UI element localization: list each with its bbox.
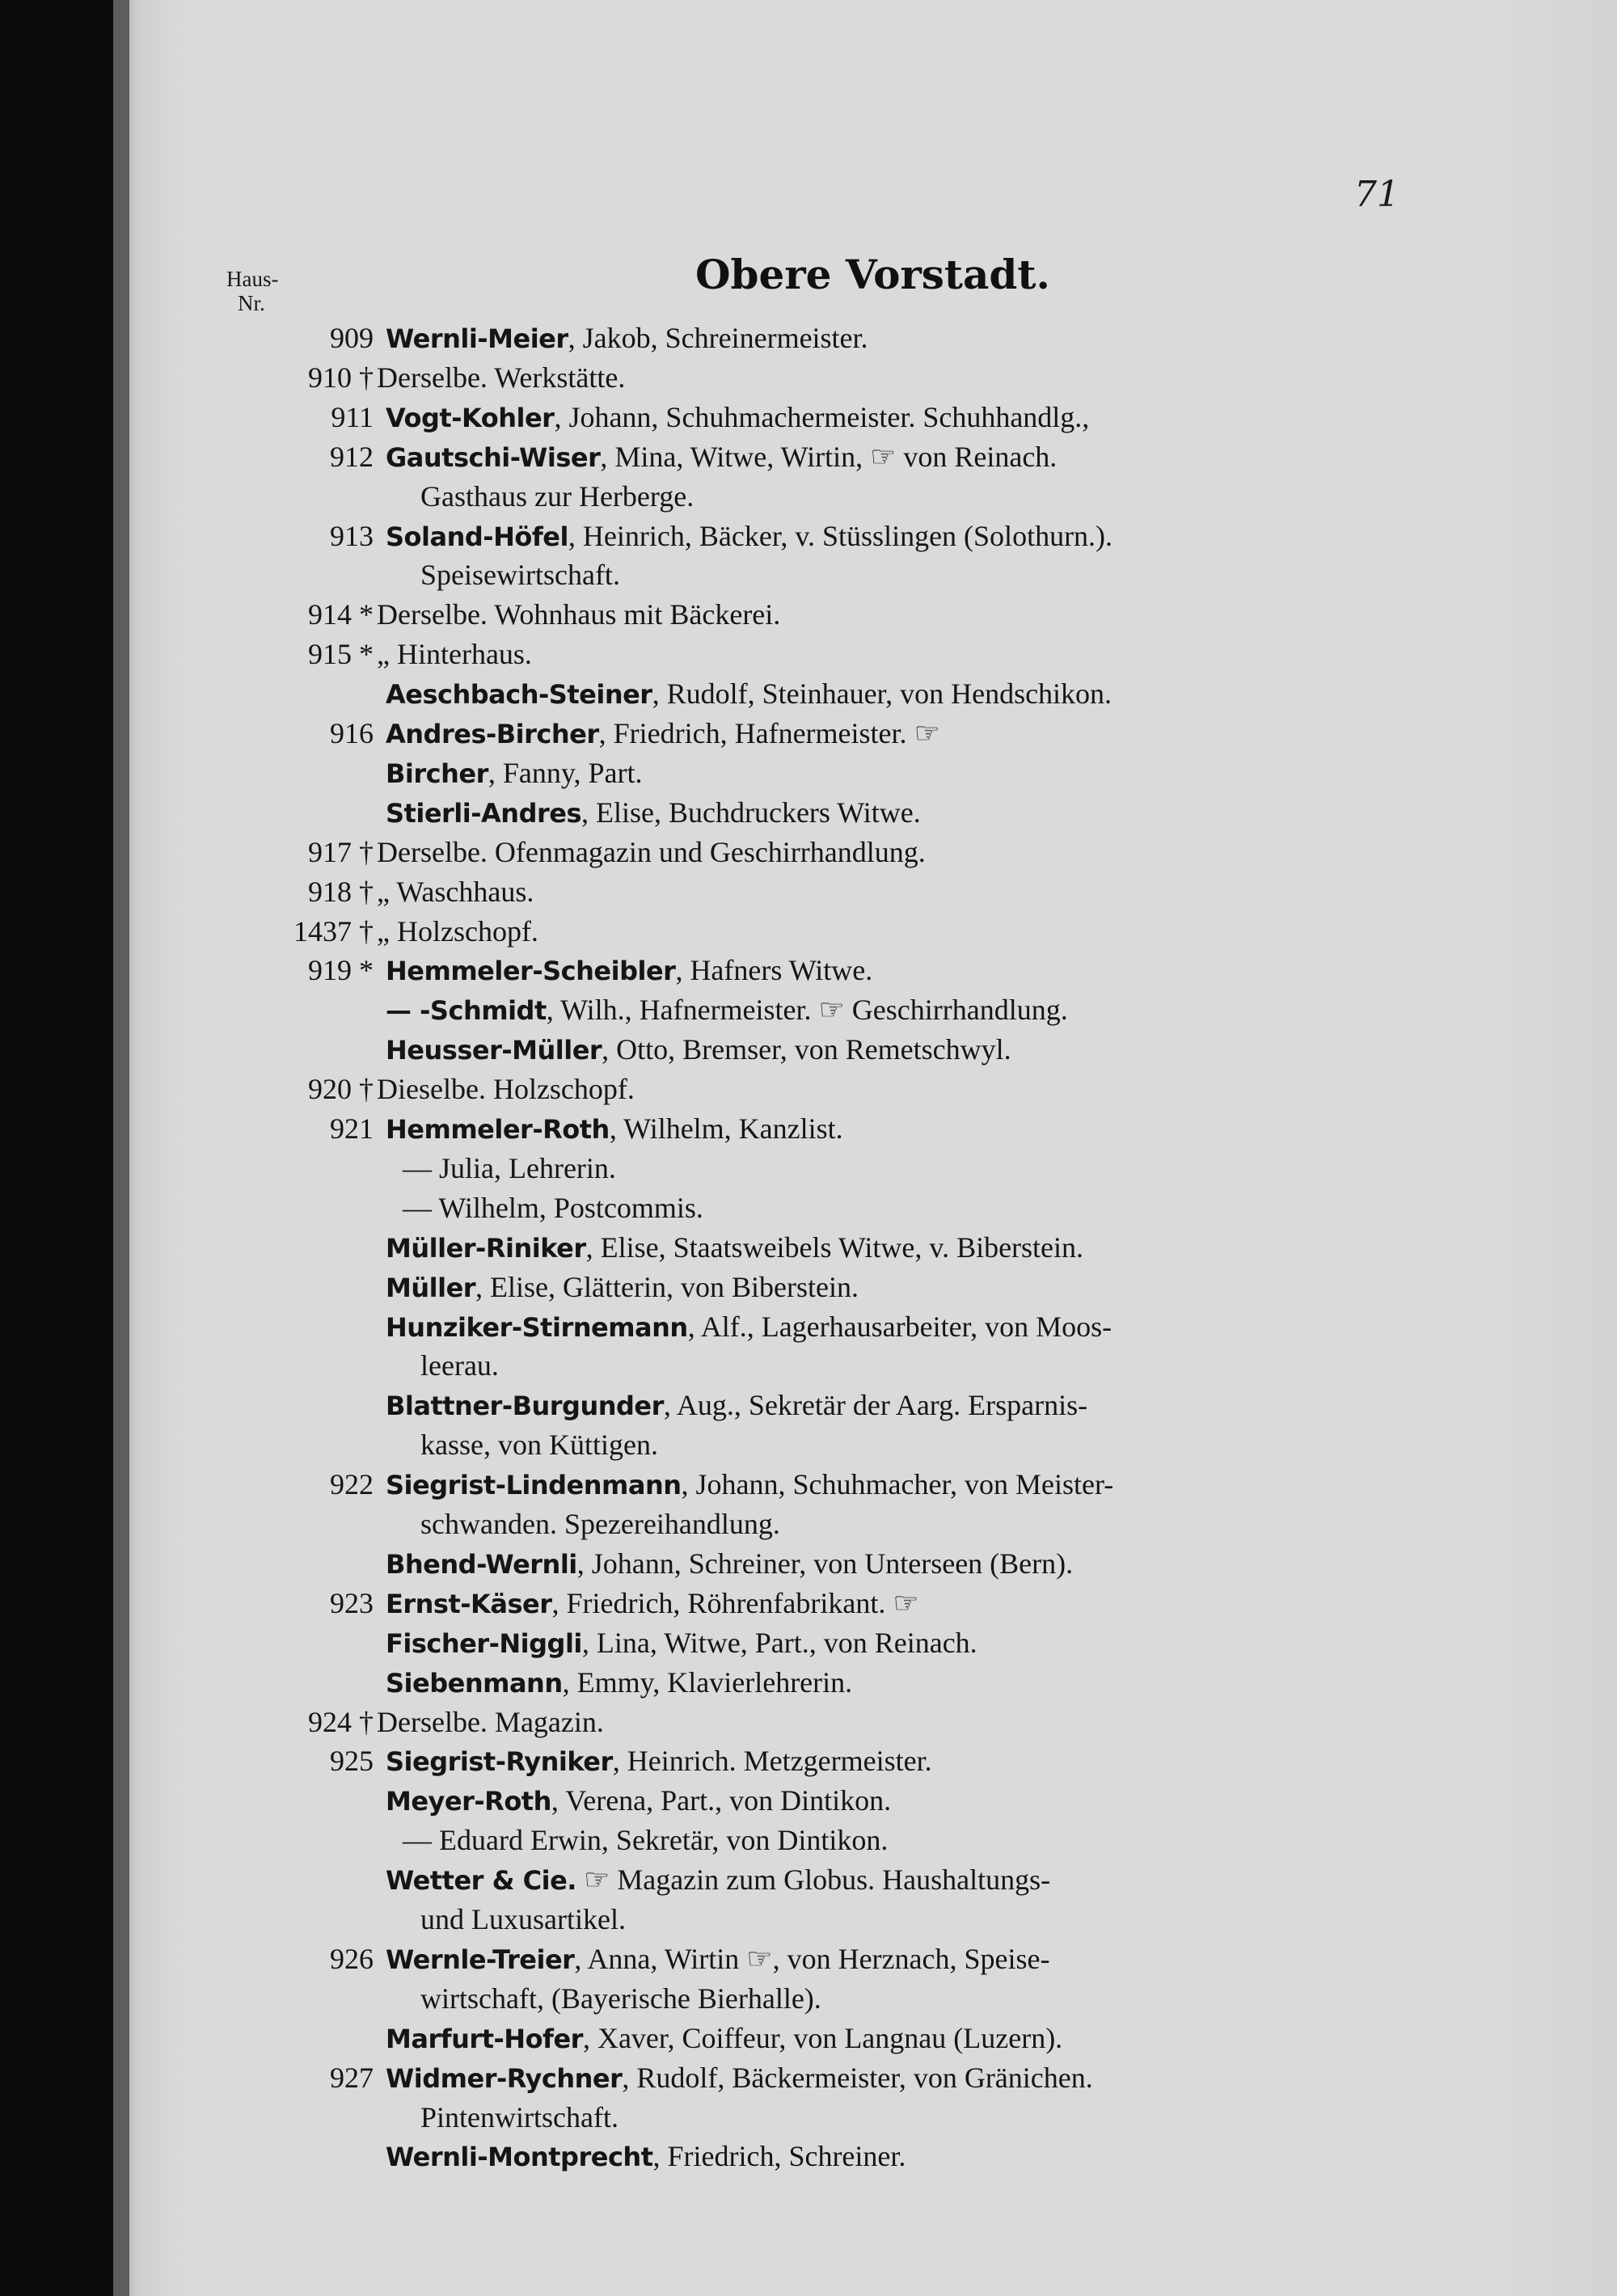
house-number: 917 † — [308, 835, 374, 868]
entry-text — [386, 1740, 932, 1783]
entry-detail: , Anna, Wirtin ☞, von Herznach, Speise- — [574, 1942, 1050, 1975]
haus-label: Haus- — [226, 267, 279, 291]
entry-detail: Speisewirtschaft. — [420, 559, 620, 592]
entry-detail: schwanden. Spezereihandlung. — [420, 1508, 780, 1540]
resident-name: Siebenmann — [386, 1667, 563, 1699]
entry-text — [403, 1819, 888, 1861]
entry-text — [420, 1424, 658, 1466]
directory-entry — [113, 1977, 1617, 2020]
entry-detail: , Aug., Sekretär der Aarg. Ersparnis- — [663, 1389, 1088, 1422]
entry-text — [377, 1701, 604, 1743]
resident-name: Andres-Bircher — [386, 719, 599, 749]
directory-entry — [113, 1938, 1617, 1980]
directory-entry — [113, 1068, 1617, 1110]
resident-name: Marfurt-Hofer — [386, 2023, 583, 2054]
directory-entry — [113, 1701, 1617, 1743]
entry-detail: , Mina, Witwe, Wirtin, ☞ von Reinach. — [600, 440, 1058, 473]
entry-text — [420, 2096, 619, 2138]
entry-text — [386, 1779, 891, 1822]
directory-entry — [113, 1622, 1617, 1664]
entry-text — [386, 1463, 1113, 1506]
entry-text — [420, 1344, 499, 1386]
directory-entry — [113, 1344, 1617, 1386]
resident-name: Blattner-Burgunder — [386, 1391, 664, 1422]
house-number: 916 — [330, 717, 374, 749]
directory-entry — [113, 1266, 1617, 1308]
resident-name: Siegrist-Lindenmann — [386, 1470, 682, 1501]
entry-text — [377, 593, 780, 635]
entry-detail: , Rudolf, Bäckermeister, von Gränichen. — [622, 2061, 1093, 2094]
directory-entry — [113, 1028, 1617, 1070]
entry-detail: , Otto, Bremser, von Remetschwyl. — [602, 1033, 1011, 1066]
directory-entry — [113, 1226, 1617, 1268]
entry-detail: , Wilh., Hafnermeister. ☞ Geschirrhandlung. — [546, 994, 1068, 1027]
entry-text — [377, 831, 926, 873]
entry-detail: Derselbe. Wohnhaus mit Bäckerei. — [377, 598, 781, 631]
directory-list — [113, 0, 1617, 2296]
entry-text — [386, 1028, 1011, 1071]
entry-text — [386, 1108, 843, 1150]
directory-entry — [113, 1187, 1617, 1229]
resident-name: Müller-Riniker — [386, 1232, 586, 1264]
directory-entry — [113, 2096, 1617, 2138]
entry-detail: , Xaver, Coiffeur, von Langnau (Luzern). — [582, 2021, 1063, 2054]
resident-name: Stierli-Andres — [386, 797, 581, 829]
resident-name: Müller — [386, 1272, 476, 1303]
entry-detail: , Friedrich, Hafnermeister. ☞ — [598, 717, 940, 749]
entry-text — [386, 1306, 1112, 1348]
entry-text — [377, 871, 534, 913]
entry-text — [386, 1266, 859, 1309]
entry-text — [377, 357, 625, 399]
directory-entry — [113, 712, 1617, 754]
resident-name: Hemmeler-Scheibler — [386, 956, 676, 987]
resident-name: Wernle-Treier — [386, 1944, 575, 1975]
entry-text — [420, 1898, 626, 1940]
directory-entry — [113, 1306, 1617, 1348]
directory-entry — [113, 1424, 1617, 1466]
entry-detail: — Wilhelm, Postcommis. — [403, 1191, 703, 1224]
entry-detail: ☞ Magazin zum Globus. Haushaltungs- — [576, 1863, 1051, 1897]
entry-text — [386, 2135, 906, 2178]
nr-label: Nr. — [238, 291, 265, 315]
directory-entry — [113, 1740, 1617, 1782]
entry-detail: , Johann, Schuhmachermeister. Schuhhandlg., — [554, 400, 1090, 433]
entry-detail: kasse, von Küttigen. — [420, 1429, 658, 1462]
entry-text — [386, 949, 872, 992]
entry-text — [377, 910, 538, 952]
house-number: 927 — [330, 2061, 374, 2094]
entry-text — [386, 2017, 1062, 2060]
directory-entry — [113, 2135, 1617, 2177]
resident-name: — -Schmidt — [386, 995, 547, 1027]
directory-entry — [113, 1463, 1617, 1505]
directory-entry — [113, 515, 1617, 557]
resident-name: Widmer-Rychner — [386, 2062, 623, 2094]
entry-detail: , Verena, Part., von Dintikon. — [551, 1784, 892, 1817]
entry-detail: , Friedrich, Schreiner. — [652, 2140, 906, 2173]
resident-name: Bircher — [386, 758, 488, 789]
book-page — [113, 0, 1617, 2296]
resident-name: Aeschbach-Steiner — [386, 679, 652, 711]
directory-entry — [113, 396, 1617, 438]
house-number: 920 † — [308, 1073, 374, 1106]
entry-detail: , Johann, Schuhmacher, von Meister- — [681, 1468, 1114, 1501]
entry-text — [386, 317, 868, 360]
entry-detail: , Fanny, Part. — [488, 756, 643, 789]
entry-text — [386, 1938, 1049, 1981]
entry-detail: , Elise, Staatsweibels Witwe, v. Biberstein. — [585, 1230, 1084, 1264]
house-number: 909 — [330, 322, 374, 354]
entry-text — [420, 1977, 821, 2020]
directory-entry — [113, 1147, 1617, 1189]
entry-text — [420, 475, 694, 517]
entry-detail: , Heinrich, Bäcker, v. Stüsslingen (Solothurn.). — [568, 519, 1113, 552]
entry-detail: Derselbe. Magazin. — [377, 1705, 604, 1738]
directory-entry — [113, 2017, 1617, 2059]
entry-detail: und Luxusartikel. — [420, 1903, 626, 1935]
resident-name: Heusser-Müller — [386, 1035, 602, 1066]
entry-text — [386, 1543, 1073, 1585]
house-number: 925 — [330, 1745, 374, 1778]
directory-entry — [113, 949, 1617, 991]
directory-entry — [113, 1582, 1617, 1624]
directory-entry — [113, 989, 1617, 1031]
resident-name: Bhend-Wernli — [386, 1548, 577, 1580]
directory-entry — [113, 831, 1617, 873]
resident-name: Fischer-Niggli — [386, 1627, 582, 1659]
entry-detail: — Julia, Lehrerin. — [403, 1151, 616, 1184]
page-number: 71 — [1354, 174, 1400, 215]
entry-detail: , Friedrich, Röhrenfabrikant. ☞ — [551, 1586, 919, 1619]
entry-text — [386, 1384, 1087, 1427]
resident-name: Vogt-Kohler — [386, 402, 555, 433]
directory-entry — [113, 791, 1617, 834]
directory-entry — [113, 1384, 1617, 1426]
house-number: 919 * — [308, 954, 374, 987]
entry-text — [386, 1859, 1050, 1901]
entry-detail: „ Waschhaus. — [377, 875, 534, 908]
directory-entry — [113, 1898, 1617, 1940]
directory-entry — [113, 554, 1617, 596]
entry-text — [386, 752, 643, 795]
entry-text — [386, 2057, 1093, 2100]
entry-text — [403, 1147, 616, 1189]
entry-detail: Pintenwirtschaft. — [420, 2100, 619, 2134]
house-number: 912 — [330, 440, 374, 473]
directory-entry — [113, 910, 1617, 952]
house-number: 923 — [330, 1586, 374, 1619]
entry-text — [386, 515, 1112, 558]
house-number: 921 — [330, 1112, 374, 1145]
entry-detail: „ Hinterhaus. — [377, 638, 532, 671]
house-number: 918 † — [308, 875, 374, 908]
house-number: 911 — [331, 400, 374, 433]
directory-entry — [113, 673, 1617, 715]
entry-text — [386, 1661, 852, 1704]
entry-detail: „ Holzschopf. — [377, 914, 538, 948]
directory-entry — [113, 1779, 1617, 1821]
directory-entry — [113, 357, 1617, 399]
entry-detail: Derselbe. Ofenmagazin und Geschirrhandlung. — [377, 835, 926, 868]
directory-entry — [113, 1503, 1617, 1545]
entry-text — [386, 712, 940, 755]
entry-detail: , Emmy, Klavierlehrerin. — [562, 1665, 853, 1699]
entry-detail: , Lina, Witwe, Part., von Reinach. — [581, 1626, 977, 1659]
entry-detail: Dieselbe. Holzschopf. — [377, 1073, 635, 1106]
resident-name: Wetter & Cie. — [386, 1865, 576, 1897]
directory-entry — [113, 633, 1617, 675]
entry-text — [420, 1503, 780, 1545]
entry-detail: , Elise, Glätterin, von Biberstein. — [475, 1270, 859, 1303]
house-number: 914 * — [308, 598, 374, 631]
entry-text — [377, 633, 532, 675]
resident-name: Soland-Höfel — [386, 521, 568, 552]
directory-entry — [113, 436, 1617, 478]
entry-text — [386, 1582, 919, 1625]
directory-entry — [113, 1859, 1617, 1901]
entry-detail: Derselbe. Werkstätte. — [377, 361, 626, 394]
resident-name: Hunziker-Stirnemann — [386, 1311, 688, 1343]
entry-detail: wirtschaft, (Bayerische Bierhalle). — [420, 1982, 821, 2015]
directory-entry — [113, 1108, 1617, 1150]
page-title: Obere Vorstadt. — [695, 251, 1050, 298]
entry-detail: , Johann, Schreiner, von Unterseen (Bern). — [576, 1547, 1074, 1580]
entry-text — [420, 554, 620, 596]
directory-entry — [113, 317, 1617, 359]
entry-detail: Gasthaus zur Herberge. — [420, 479, 695, 513]
resident-name: Meyer-Roth — [386, 1786, 551, 1817]
resident-name: Wernli-Meier — [386, 323, 568, 354]
entry-detail: , Heinrich. Metzgermeister. — [612, 1745, 932, 1778]
entry-detail: , Elise, Buchdruckers Witwe. — [581, 796, 921, 829]
directory-entry — [113, 2057, 1617, 2099]
entry-detail: , Wilhelm, Kanzlist. — [609, 1112, 843, 1145]
resident-name: Gautschi-Wiser — [386, 441, 601, 473]
entry-text — [386, 673, 1112, 715]
entry-text — [403, 1187, 703, 1229]
house-number: 915 * — [308, 638, 374, 671]
entry-text — [386, 1226, 1083, 1269]
house-number: 1437 † — [293, 914, 374, 948]
directory-entry — [113, 593, 1617, 635]
entry-text — [386, 436, 1057, 479]
entry-detail: leerau. — [420, 1349, 499, 1382]
resident-name: Ernst-Käser — [386, 1588, 552, 1619]
directory-entry — [113, 1819, 1617, 1861]
house-number: 924 † — [308, 1705, 374, 1738]
entry-detail: , Jakob, Schreinermeister. — [568, 322, 868, 354]
directory-entry — [113, 871, 1617, 913]
entry-text — [386, 396, 1089, 439]
entry-detail: , Hafners Witwe. — [675, 954, 873, 987]
resident-name: Hemmeler-Roth — [386, 1114, 610, 1145]
resident-name: Siegrist-Ryniker — [386, 1746, 613, 1778]
directory-entry — [113, 752, 1617, 794]
entry-detail: — Eduard Erwin, Sekretär, von Dintikon. — [403, 1824, 889, 1857]
entry-detail: , Rudolf, Steinhauer, von Hendschikon. — [652, 677, 1112, 711]
entry-text — [377, 1068, 635, 1110]
entry-text — [386, 1622, 977, 1665]
entry-text — [386, 989, 1068, 1032]
directory-entry — [113, 475, 1617, 517]
directory-entry — [113, 1661, 1617, 1703]
entry-detail: , Alf., Lagerhausarbeiter, von Moos- — [687, 1310, 1112, 1343]
entry-text — [386, 791, 921, 834]
house-number: 913 — [330, 519, 374, 552]
resident-name: Wernli-Montprecht — [386, 2142, 653, 2173]
house-number: 926 — [330, 1942, 374, 1975]
house-number: 910 † — [308, 361, 374, 394]
directory-entry — [113, 1543, 1617, 1585]
house-number: 922 — [330, 1468, 374, 1501]
